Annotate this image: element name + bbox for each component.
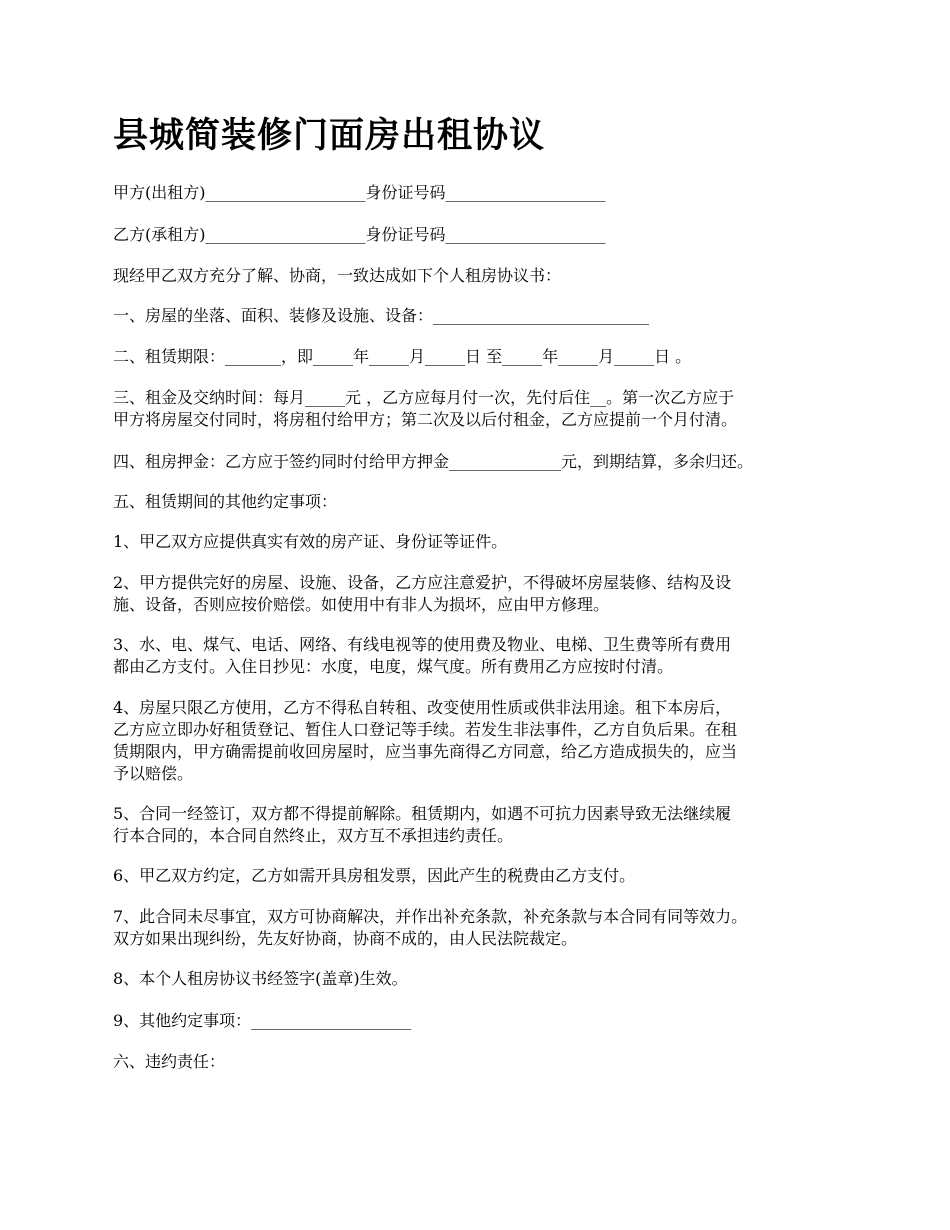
- clause-2-term: 二、租赁期限：_______，即_____年_____月_____日 至_____年_____月_____日 。: [113, 347, 692, 366]
- item-6: 6、甲乙双方约定，乙方如需开具房租发票，因此产生的税费由乙方支付。: [113, 866, 636, 885]
- item-7: 7、此合同未尽事宜，双方可协商解决，并作出补充条款，补充条款与本合同有同等效力。 双方如果出现纠纷，先友好协商，协商不成的，由人民法院裁定。: [113, 907, 748, 948]
- party-b-line: 乙方(承租方)____________________身份证号码____________________: [113, 225, 606, 244]
- clause-3-rent: 三、租金及交纳时间：每月_____元 ，乙方应每月付一次，先付后住__。第一次乙方应于 甲方将房屋交付同时，将房租付给甲方；第二次及以后付租金，乙方应提前一个月付清。: [113, 388, 738, 429]
- item-9: 9、其他约定事项：____________________: [113, 1011, 412, 1030]
- clause-6-heading: 六、违约责任：: [113, 1052, 226, 1071]
- clause-5-heading: 五、租赁期间的其他约定事项：: [113, 492, 338, 511]
- item-4: 4、房屋只限乙方使用，乙方不得私自转租、改变使用性质或供非法用途。租下本房后， 乙方应立即办好租赁登记、暂住人口登记等手续。若发生非法事件，乙方自负后果。在租 赁期限内，甲方确需提前收回房屋时，应当事先商得乙方同意，给乙方造成损失的，应当 予以赔偿。: [113, 698, 738, 783]
- item-1: 1、甲乙双方应提供真实有效的房产证、身份证等证件。: [113, 532, 508, 551]
- item-3: 3、水、电、煤气、电话、网络、有线电视等的使用费及物业、电梯、卫生费等所有费用 都由乙方支付。入住日抄见：水度，电度，煤气度。所有费用乙方应按时付清。: [113, 635, 732, 676]
- clause-1-premises: 一、房屋的坐落、面积、装修及设施、设备：___________________________: [113, 306, 650, 325]
- preamble: 现经甲乙双方充分了解、协商，一致达成如下个人租房协议书：: [113, 266, 562, 285]
- item-5: 5、合同一经签订，双方都不得提前解除。租赁期内，如遇不可抗力因素导致无法继续履 行本合同的，本合同自然终止，双方互不承担违约责任。: [113, 804, 732, 845]
- item-2: 2、甲方提供完好的房屋、设施、设备，乙方应注意爱护，不得破坏房屋装修、结构及设 施、设备，否则应按价赔偿。如使用中有非人为损坏，应由甲方修理。: [113, 573, 732, 614]
- item-8: 8、本个人租房协议书经签字(盖章)生效。: [113, 969, 408, 988]
- document-title: 县城简装修门面房出租协议: [113, 115, 546, 156]
- clause-4-deposit: 四、租房押金：乙方应于签约同时付给甲方押金______________元，到期结算，多余归还。: [113, 452, 754, 471]
- party-a-line: 甲方(出租方)____________________身份证号码____________________: [113, 183, 606, 202]
